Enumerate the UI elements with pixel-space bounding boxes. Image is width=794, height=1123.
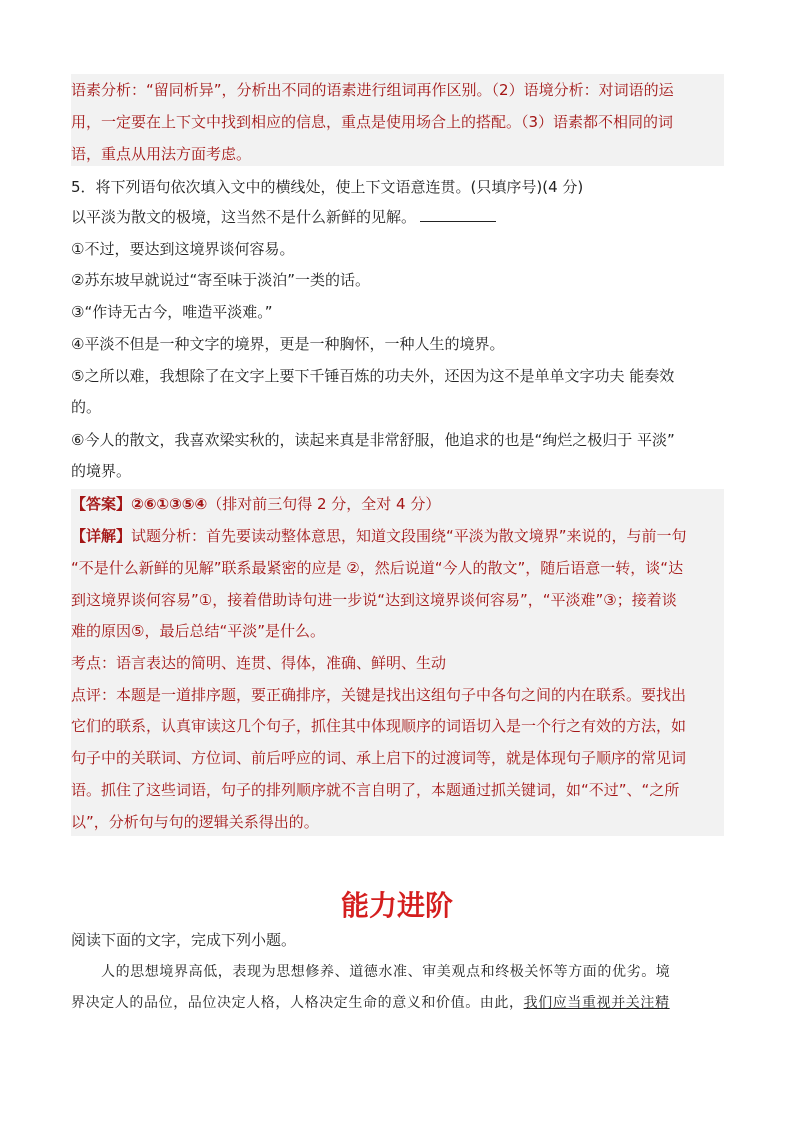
option-3: ③“作诗无古今，唯造平淡难。” bbox=[71, 303, 273, 321]
question-stem: 5．将下列语句依次填入文中的横线处，使上下文语意连贯。(只填序号)(4 分) bbox=[71, 178, 584, 196]
option-5-cont: 的。 bbox=[71, 398, 102, 416]
context-text: 以平淡为散文的极境，这当然不是什么新鲜的见解。 bbox=[71, 208, 417, 226]
kaodian-line: 考点：语言表达的简明、连贯、得体，准确、鲜明、生动 bbox=[71, 654, 447, 672]
option-5: ⑤之所以难，我想除了在文字上要下千锤百炼的功夫外，还因为这不是单单文字功夫 能奏效 bbox=[71, 367, 675, 385]
passage-underlined-text: 我们应当重视并关注精 bbox=[523, 995, 670, 1011]
section-title: 能力进阶 bbox=[340, 889, 453, 922]
detail-line-4: 难的原因⑤，最后总结“平淡”是什么。 bbox=[71, 622, 325, 640]
dianping-line-4: 语。抓住了这些词语，句子的排列顺序就不言自明了，本题通过抓关键词，如“不过”、“之所 bbox=[71, 781, 680, 799]
detail-line-2: “不是什么新鲜的见解”联系最紧密的应是 ②，然后说道“今人的散文”，随后语意一转，谈“达 bbox=[71, 559, 684, 577]
dianping-line-2: 它们的联系，认真审读这几个句子，抓住其中体现顺序的词语切入是一个行之有效的方法，如 bbox=[71, 717, 687, 735]
passage-line-2 bbox=[71, 993, 670, 1013]
option-2: ②苏东坡早就说过“寄至味于淡泊”一类的话。 bbox=[71, 271, 370, 289]
passage-line-2-text: 界决定人的品位，品位决定人格，人格决定生命的意义和价值。由此， bbox=[71, 995, 524, 1011]
option-6: ⑥今人的散文，我喜欢梁实秋的，读起来真是非常舒服，他追求的也是“绚烂之极归于 平淡” bbox=[71, 431, 675, 449]
analysis-line-2: 用，一定要在上下文中找到相应的信息，重点是使用场合上的搭配。（3）语素都不相同的词 bbox=[71, 113, 674, 131]
analysis-line-1: 语素分析：“留同析异”，分析出不同的语素进行组词再作区别。（2）语境分析：对词语的运 bbox=[71, 81, 674, 99]
detail-label: 【详解】 bbox=[71, 527, 132, 545]
reading-instruction: 阅读下面的文字，完成下列小题。 bbox=[71, 931, 297, 949]
dianping-line-5: 以”，分析句与句的逻辑关系得出的。 bbox=[71, 813, 319, 831]
question-context bbox=[71, 207, 496, 227]
detail-text-1: 试题分析：首先要读动整体意思，知道文段围绕“平淡为散文境界”来说的，与前一句 bbox=[131, 527, 687, 545]
option-6-cont: 的境界。 bbox=[71, 462, 132, 480]
analysis-line-3: 语，重点从用法方面考虑。 bbox=[71, 145, 252, 163]
option-1: ①不过，要达到这境界谈何容易。 bbox=[71, 240, 295, 258]
dianping-line-1: 点评：本题是一道排序题，要正确排序，关键是找出这组句子中各句之间的内在联系。要找出 bbox=[71, 686, 687, 704]
answer-line bbox=[71, 494, 440, 514]
answer-note: （排对前三句得 2 分，全对 4 分） bbox=[207, 495, 441, 513]
detail-line-3: 到这境界谈何容易”①，接着借助诗句进一步说“达到这境界谈何容易”，“平淡难”③；接着谈 bbox=[71, 591, 677, 609]
passage-line-1: 人的思想境界高低，表现为思想修养、道德水准、审美观点和终极关怀等方面的优劣。境 bbox=[101, 964, 671, 980]
option-4: ④平淡不但是一种文字的境界，更是一种胸怀，一种人生的境界。 bbox=[71, 335, 505, 353]
answer-blank bbox=[420, 207, 496, 222]
dianping-line-3: 句子中的关联词、方位词、前后呼应的词、承上启下的过渡词等，就是体现句子顺序的常见词 bbox=[71, 749, 687, 767]
answer-label: 【答案】②⑥①③⑤④ bbox=[71, 495, 208, 513]
detail-line-1 bbox=[71, 526, 687, 546]
